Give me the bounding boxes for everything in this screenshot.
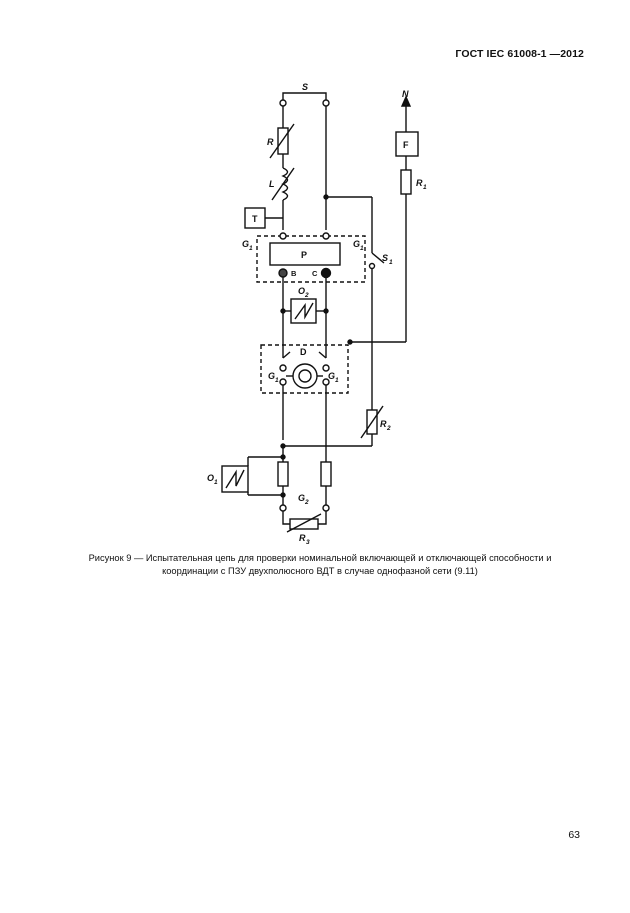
- label-r1: R: [416, 178, 423, 188]
- label-n: N: [402, 89, 409, 99]
- oscilloscope-o1: [222, 466, 248, 492]
- label-g1-left: G: [242, 239, 250, 249]
- label-r3: R: [299, 533, 306, 543]
- label-p: P: [301, 250, 308, 260]
- resistor-r1: [401, 170, 411, 194]
- label-r: R: [267, 137, 274, 147]
- switch-s1-contact: [370, 264, 375, 269]
- resistor-r: [278, 128, 288, 154]
- label-s1: S: [382, 253, 389, 263]
- label-f: F: [403, 140, 409, 150]
- label-t: T: [252, 214, 258, 224]
- caption-line-1: Рисунок 9 — Испытательная цепь для проверки номинальной включающей и отключающей способности и: [88, 553, 552, 563]
- label-o1: O: [207, 473, 215, 483]
- label-g1-left-sub: 1: [249, 245, 253, 252]
- label-d: D: [300, 347, 307, 357]
- label-s1-sub: 1: [389, 259, 393, 266]
- label-g1-d-right: G: [328, 371, 336, 381]
- label-o2: O: [298, 286, 306, 296]
- oscilloscope-o2: [291, 299, 316, 323]
- label-r1-sub: 1: [423, 184, 427, 191]
- switch-s-bracket: [283, 93, 326, 100]
- resistor-left-lower: [278, 462, 288, 486]
- caption-line-2: координации с ПЗУ двухполюсного ВДТ в случае однофазной сети (9.11): [162, 566, 478, 576]
- label-g1-d-left: G: [268, 371, 276, 381]
- label-c: C: [312, 269, 318, 278]
- standard-header: ГОСТ IEC 61008-1 —2012: [455, 48, 584, 60]
- page-number: 63: [568, 829, 580, 841]
- label-o2-sub: 2: [305, 292, 309, 299]
- terminal-b: [279, 269, 287, 277]
- switch-g2-bracket: [283, 511, 290, 524]
- label-o1-sub: 1: [214, 479, 218, 486]
- terminal-left-top: [280, 100, 286, 106]
- label-r2-sub: 2: [387, 425, 391, 432]
- label-g1-d-left-sub: 1: [275, 377, 279, 384]
- label-r2: R: [380, 419, 387, 429]
- resistor-right-lower: [321, 462, 331, 486]
- label-g1-d-right-sub: 1: [335, 377, 339, 384]
- label-g1-right-sub: 1: [360, 245, 364, 252]
- label-b: B: [291, 269, 297, 278]
- label-g1-right: G: [353, 239, 361, 249]
- label-s: S: [302, 82, 309, 92]
- figure-caption: [60, 552, 580, 578]
- label-g2-sub: 2: [305, 499, 309, 506]
- label-r3-sub: 3: [306, 539, 310, 546]
- label-g2: G: [298, 493, 306, 503]
- label-l: L: [269, 179, 275, 189]
- terminal-right-top: [323, 100, 329, 106]
- terminal-c: [322, 269, 331, 278]
- device-d-core: [293, 364, 317, 388]
